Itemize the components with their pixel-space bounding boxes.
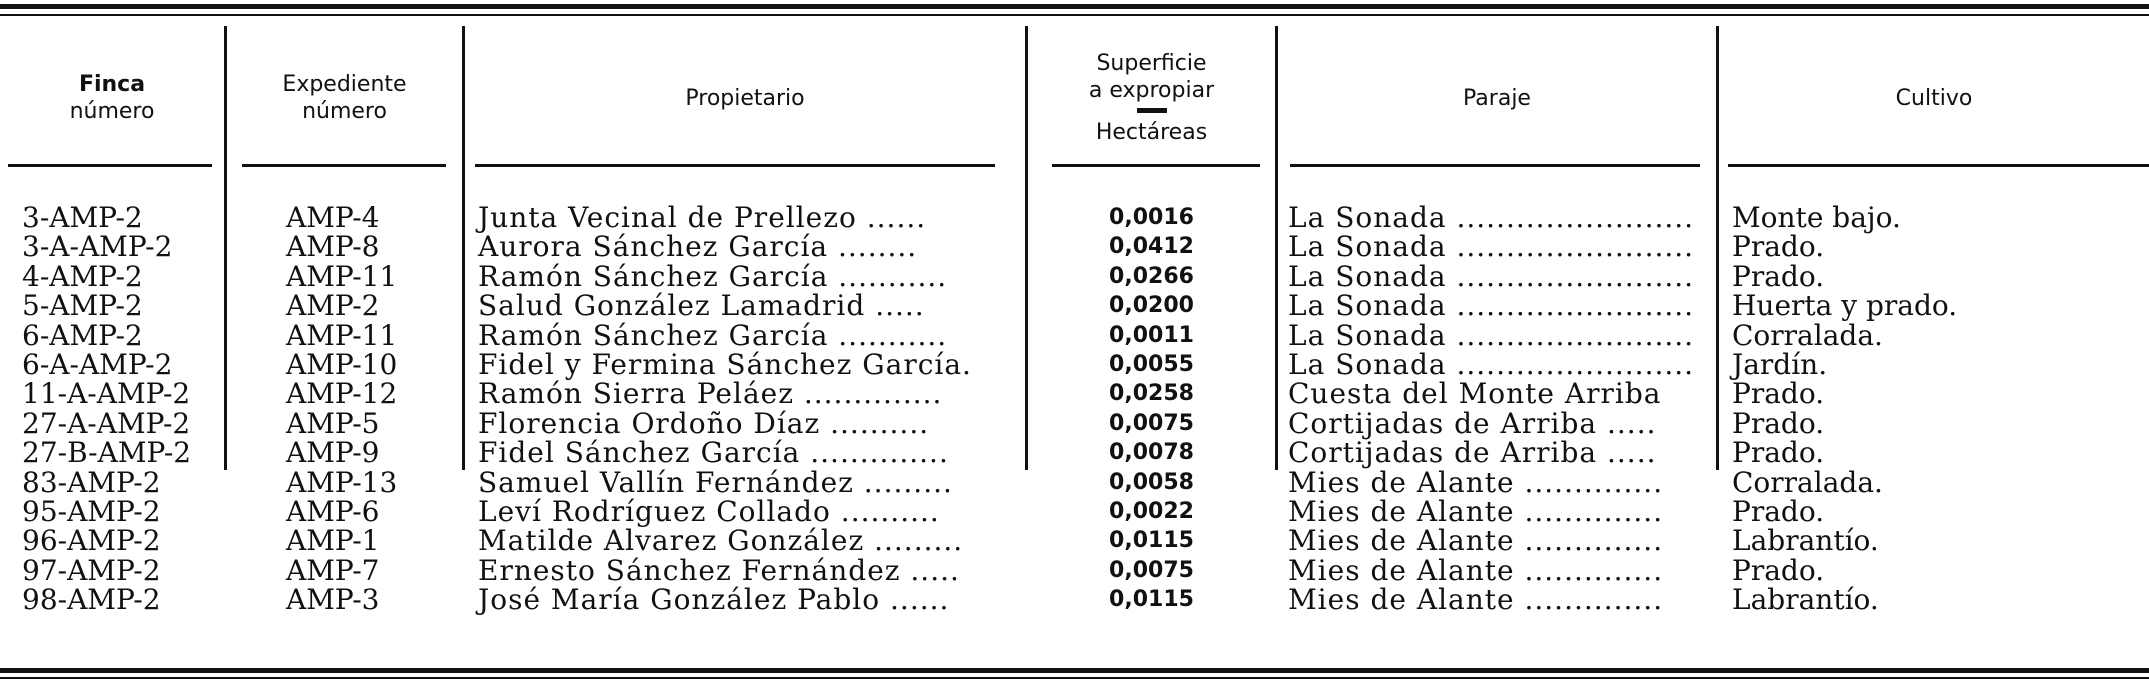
header-underline: [8, 164, 212, 167]
table-cell-superficie: 0,0258: [1109, 381, 1194, 407]
bottom-rule-thick: [0, 668, 2149, 673]
table-cell-superficie: 0,0016: [1109, 205, 1194, 230]
column-cultivo: [1732, 201, 2149, 617]
table-cell-propietario: Ernesto Sánchez Fernández .....: [478, 553, 960, 587]
table-cell-finca: 27-A-AMP-2: [22, 406, 191, 440]
table-cell-finca: 5-AMP-2: [22, 289, 143, 323]
column-finca: [22, 201, 222, 617]
table-cell-propietario: Florencia Ordoño Díaz ..........: [478, 406, 930, 440]
table-cell-propietario: Ramón Sánchez García ...........: [478, 318, 948, 352]
header-superficie-dash: [1137, 108, 1167, 113]
table-cell-superficie: 0,0115: [1109, 528, 1194, 554]
column-superficie: [1028, 203, 1275, 614]
table-cell-expediente: AMP-13: [286, 465, 398, 499]
table-cell-expediente: AMP-5: [286, 406, 380, 440]
table-cell-expediente: AMP-9: [286, 436, 380, 470]
table-cell-propietario: Samuel Vallín Fernández .........: [478, 465, 953, 499]
table-cell-finca: 27-B-AMP-2: [22, 436, 192, 470]
column-propietario: [478, 201, 1024, 617]
header-finca: [0, 28, 224, 168]
header-propietario: [465, 28, 1025, 168]
table-cell-cultivo: Huerta y prado.: [1732, 289, 1958, 323]
table-cell-superficie: 0,0075: [1109, 410, 1194, 436]
top-rule-thick: [0, 4, 2149, 9]
header-superficie-line3: Hectáreas: [1095, 120, 1208, 145]
table-cell-expediente: AMP-2: [286, 289, 380, 323]
table-cell-cultivo: Prado.: [1732, 230, 1825, 264]
table-cell-cultivo: Corralada.: [1732, 318, 1883, 352]
table-cell-cultivo: Prado.: [1732, 553, 1825, 587]
table-cell-finca: 95-AMP-2: [22, 494, 161, 528]
table-cell-expediente: AMP-7: [286, 553, 380, 587]
table-cell-cultivo: Prado.: [1732, 494, 1825, 528]
table-cell-paraje: Cortijadas de Arriba .....: [1288, 406, 1657, 440]
table-cell-paraje: La Sonada ........................: [1288, 289, 1695, 323]
bottom-rule-thin: [0, 677, 2149, 679]
table-cell-finca: 97-AMP-2: [22, 553, 161, 587]
table-cell-expediente: AMP-1: [286, 524, 380, 558]
header-expediente: [227, 28, 462, 168]
table-cell-finca: 3-A-AMP-2: [22, 230, 173, 264]
table-cell-propietario: Leví Rodríguez Collado ..........: [478, 494, 940, 528]
table-cell-propietario: Ramón Sierra Peláez ..............: [478, 377, 943, 411]
table-cell-superficie: 0,0075: [1109, 557, 1194, 583]
table-cell-cultivo: Corralada.: [1732, 465, 1883, 499]
table-cell-paraje: La Sonada ........................: [1288, 201, 1695, 234]
table-cell-superficie: 0,0055: [1109, 351, 1194, 377]
table-cell-finca: 6-A-AMP-2: [22, 347, 173, 381]
table-cell-superficie: 0,0022: [1109, 498, 1194, 524]
table-cell-superficie: 0,0011: [1109, 322, 1194, 348]
table-cell-paraje: Mies de Alante ..............: [1288, 553, 1664, 587]
header-superficie-line2: a expropiar: [1088, 78, 1215, 103]
table-cell-paraje: Cuesta del Monte Arriba: [1288, 377, 1662, 411]
table-cell-propietario: Matilde Alvarez González .........: [478, 524, 964, 558]
header-superficie: [1028, 28, 1275, 168]
table-cell-cultivo: Monte bajo.: [1732, 201, 1901, 234]
table-cell-paraje: Mies de Alante ..............: [1288, 583, 1664, 617]
table-cell-finca: 96-AMP-2: [22, 524, 161, 558]
header-underline: [242, 164, 446, 167]
table-cell-cultivo: Labrantío.: [1732, 583, 1879, 617]
table-cell-expediente: AMP-12: [286, 377, 398, 411]
table-cell-expediente: AMP-6: [286, 494, 380, 528]
table-cell-superficie: 0,0412: [1109, 234, 1194, 260]
header-expediente-line1: Expediente: [282, 72, 407, 97]
table-cell-cultivo: Prado.: [1732, 406, 1825, 440]
table-cell-expediente: AMP-10: [286, 347, 398, 381]
table-cell-expediente: AMP-11: [286, 318, 398, 352]
table-cell-expediente: AMP-8: [286, 230, 380, 264]
table-cell-propietario: Ramón Sánchez García ...........: [478, 259, 948, 293]
table-cell-finca: 98-AMP-2: [22, 583, 161, 617]
table-cell-propietario: Fidel Sánchez García ..............: [478, 436, 949, 470]
column-expediente: [286, 201, 462, 617]
header-underline: [475, 164, 995, 167]
header-propietario-label: Propietario: [685, 85, 805, 111]
header-underline: [1290, 164, 1700, 167]
header-underline: [1728, 164, 2149, 167]
header-superficie-line1: Superficie: [1096, 51, 1207, 76]
table-cell-superficie: 0,0200: [1109, 293, 1194, 319]
table-cell-cultivo: Prado.: [1732, 259, 1825, 293]
header-paraje: [1278, 28, 1716, 168]
table-cell-propietario: Aurora Sánchez García ........: [478, 230, 918, 264]
table-cell-paraje: La Sonada ........................: [1288, 230, 1695, 264]
header-finca-line1: Finca: [78, 72, 146, 97]
table-cell-paraje: Mies de Alante ..............: [1288, 494, 1664, 528]
table-cell-superficie: 0,0078: [1109, 440, 1194, 466]
table-cell-superficie: 0,0058: [1109, 469, 1194, 495]
column-paraje: [1288, 201, 1716, 617]
table-cell-cultivo: Jardín.: [1732, 347, 1828, 381]
table-cell-superficie: 0,0266: [1109, 263, 1194, 289]
top-rule-thin: [0, 14, 2149, 16]
table-cell-cultivo: Prado.: [1732, 377, 1825, 411]
table-cell-finca: 3-AMP-2: [22, 201, 143, 234]
table-cell-finca: 83-AMP-2: [22, 465, 161, 499]
table-cell-propietario: Junta Vecinal de Prellezo ......: [478, 201, 927, 234]
table-cell-expediente: AMP-4: [286, 201, 380, 234]
table-cell-superficie: 0,0115: [1109, 587, 1194, 613]
table-cell-paraje: Mies de Alante ..............: [1288, 465, 1664, 499]
table-cell-cultivo: Prado.: [1732, 436, 1825, 470]
table-cell-paraje: Mies de Alante ..............: [1288, 524, 1664, 558]
header-expediente-line2: número: [302, 99, 387, 124]
table-cell-finca: 4-AMP-2: [22, 259, 143, 293]
table-cell-paraje: La Sonada ........................: [1288, 259, 1695, 293]
table-cell-finca: 11-A-AMP-2: [22, 377, 191, 411]
table-cell-expediente: AMP-11: [286, 259, 398, 293]
header-cultivo-label: Cultivo: [1895, 85, 1973, 111]
table-cell-paraje: La Sonada ........................: [1288, 318, 1695, 352]
table-cell-propietario: José María González Pablo ......: [478, 583, 950, 617]
header-paraje-label: Paraje: [1463, 85, 1531, 111]
table-cell-expediente: AMP-3: [286, 583, 380, 617]
header-cultivo: [1719, 28, 2149, 168]
table-cell-propietario: Salud González Lamadrid .....: [478, 289, 925, 323]
table-cell-paraje: Cortijadas de Arriba .....: [1288, 436, 1657, 470]
table-cell-cultivo: Labrantío.: [1732, 524, 1879, 558]
header-underline: [1052, 164, 1260, 167]
header-finca-line2: número: [69, 99, 155, 124]
table-cell-paraje: La Sonada ........................: [1288, 347, 1695, 381]
table-cell-propietario: Fidel y Fermina Sánchez García.: [478, 347, 972, 381]
table-cell-finca: 6-AMP-2: [22, 318, 143, 352]
